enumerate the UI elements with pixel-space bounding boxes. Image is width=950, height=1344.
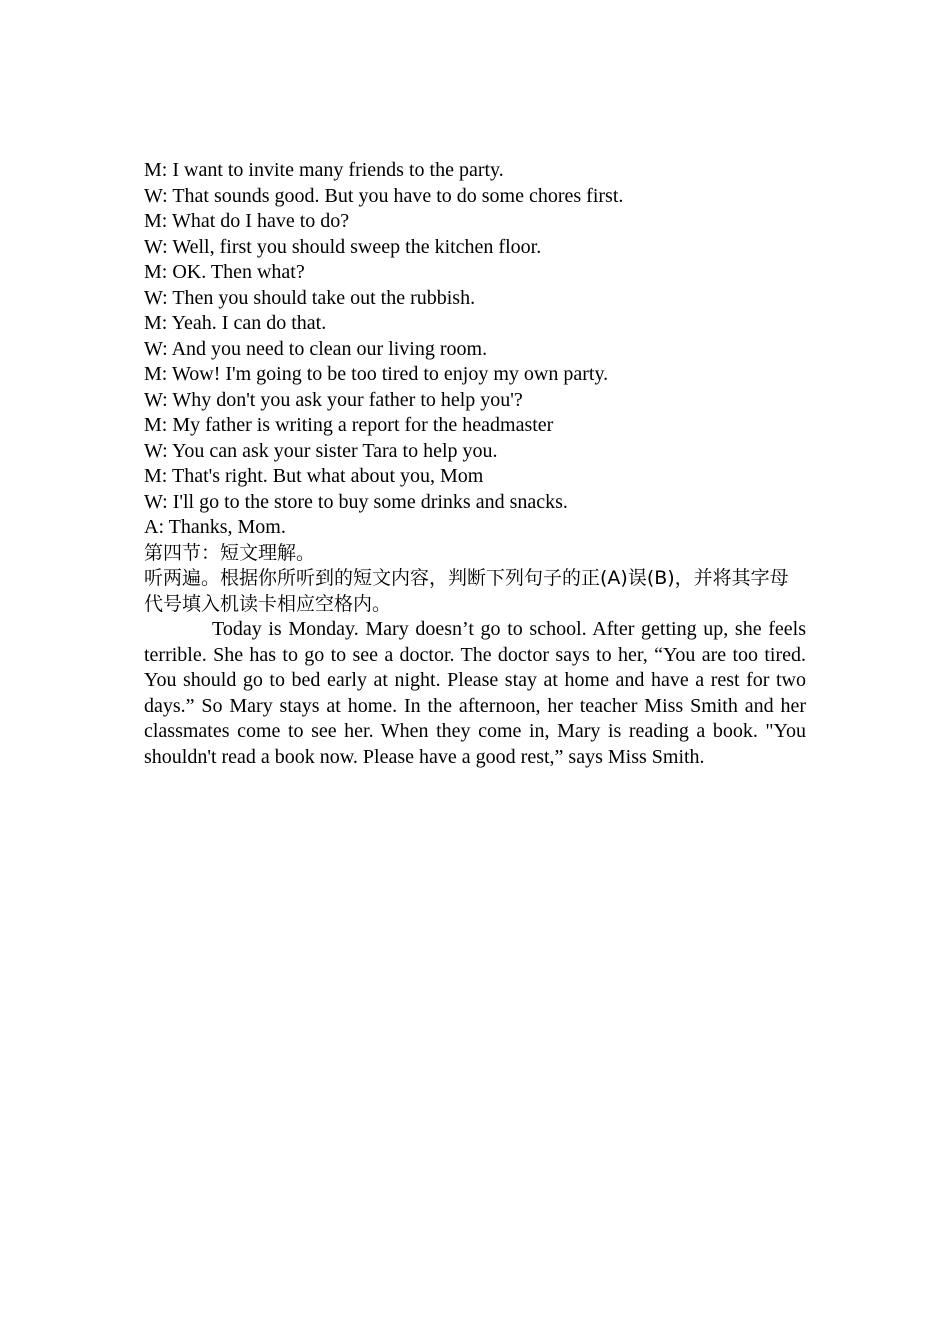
dialogue-line: M: That's right. But what about you, Mom	[144, 465, 484, 487]
section-instruction: 听两遍。根据你所听到的短文内容，判断下列句子的正(A)误(B)，并将其字母代号填入机读卡相应空格内。	[144, 567, 789, 615]
dialogue-line: W: And you need to clean our living room.	[144, 337, 488, 360]
section-heading: 第四节：短文理解。	[144, 541, 316, 564]
document-page	[144, 158, 806, 770]
dialogue-line: M: I want to invite many friends to the party.	[144, 159, 504, 181]
dialogue-line: W: You can ask your sister Tara to help you.	[144, 439, 498, 462]
passage-paragraph: Today is Monday. Mary doesn’t go to school. After getting up, she feels terrible. She has to go to see a doctor. The doctor says to her, “You are too tired. You should go to bed early at night. Please stay at home and have a rest for two days.” So Mary stays at home. In the afternoon, her teacher Miss Smith and her classmates come to see her. When they come in, Mary is reading a book. "You shouldn't read a book now. Please have a good rest,” says Miss Smith.	[144, 618, 806, 768]
dialogue	[144, 158, 806, 541]
dialogue-line: A: Thanks, Mom.	[144, 516, 286, 538]
dialogue-line: W: I'll go to the store to buy some drinks and snacks.	[144, 490, 568, 513]
dialogue-line: M: My father is writing a report for the headmaster	[144, 414, 554, 436]
dialogue-line: W: Well, first you should sweep the kitchen floor.	[144, 235, 542, 258]
dialogue-line: M: OK. Then what?	[144, 261, 305, 283]
dialogue-line: M: Wow! I'm going to be too tired to enjoy my own party.	[144, 363, 609, 385]
dialogue-line: W: Why don't you ask your father to help you'?	[144, 388, 523, 411]
dialogue-line: W: Then you should take out the rubbish.	[144, 286, 476, 309]
dialogue-line: W: That sounds good. But you have to do some chores first.	[144, 184, 624, 207]
dialogue-line: M: Yeah. I can do that.	[144, 312, 327, 334]
dialogue-line: M: What do I have to do?	[144, 210, 350, 232]
